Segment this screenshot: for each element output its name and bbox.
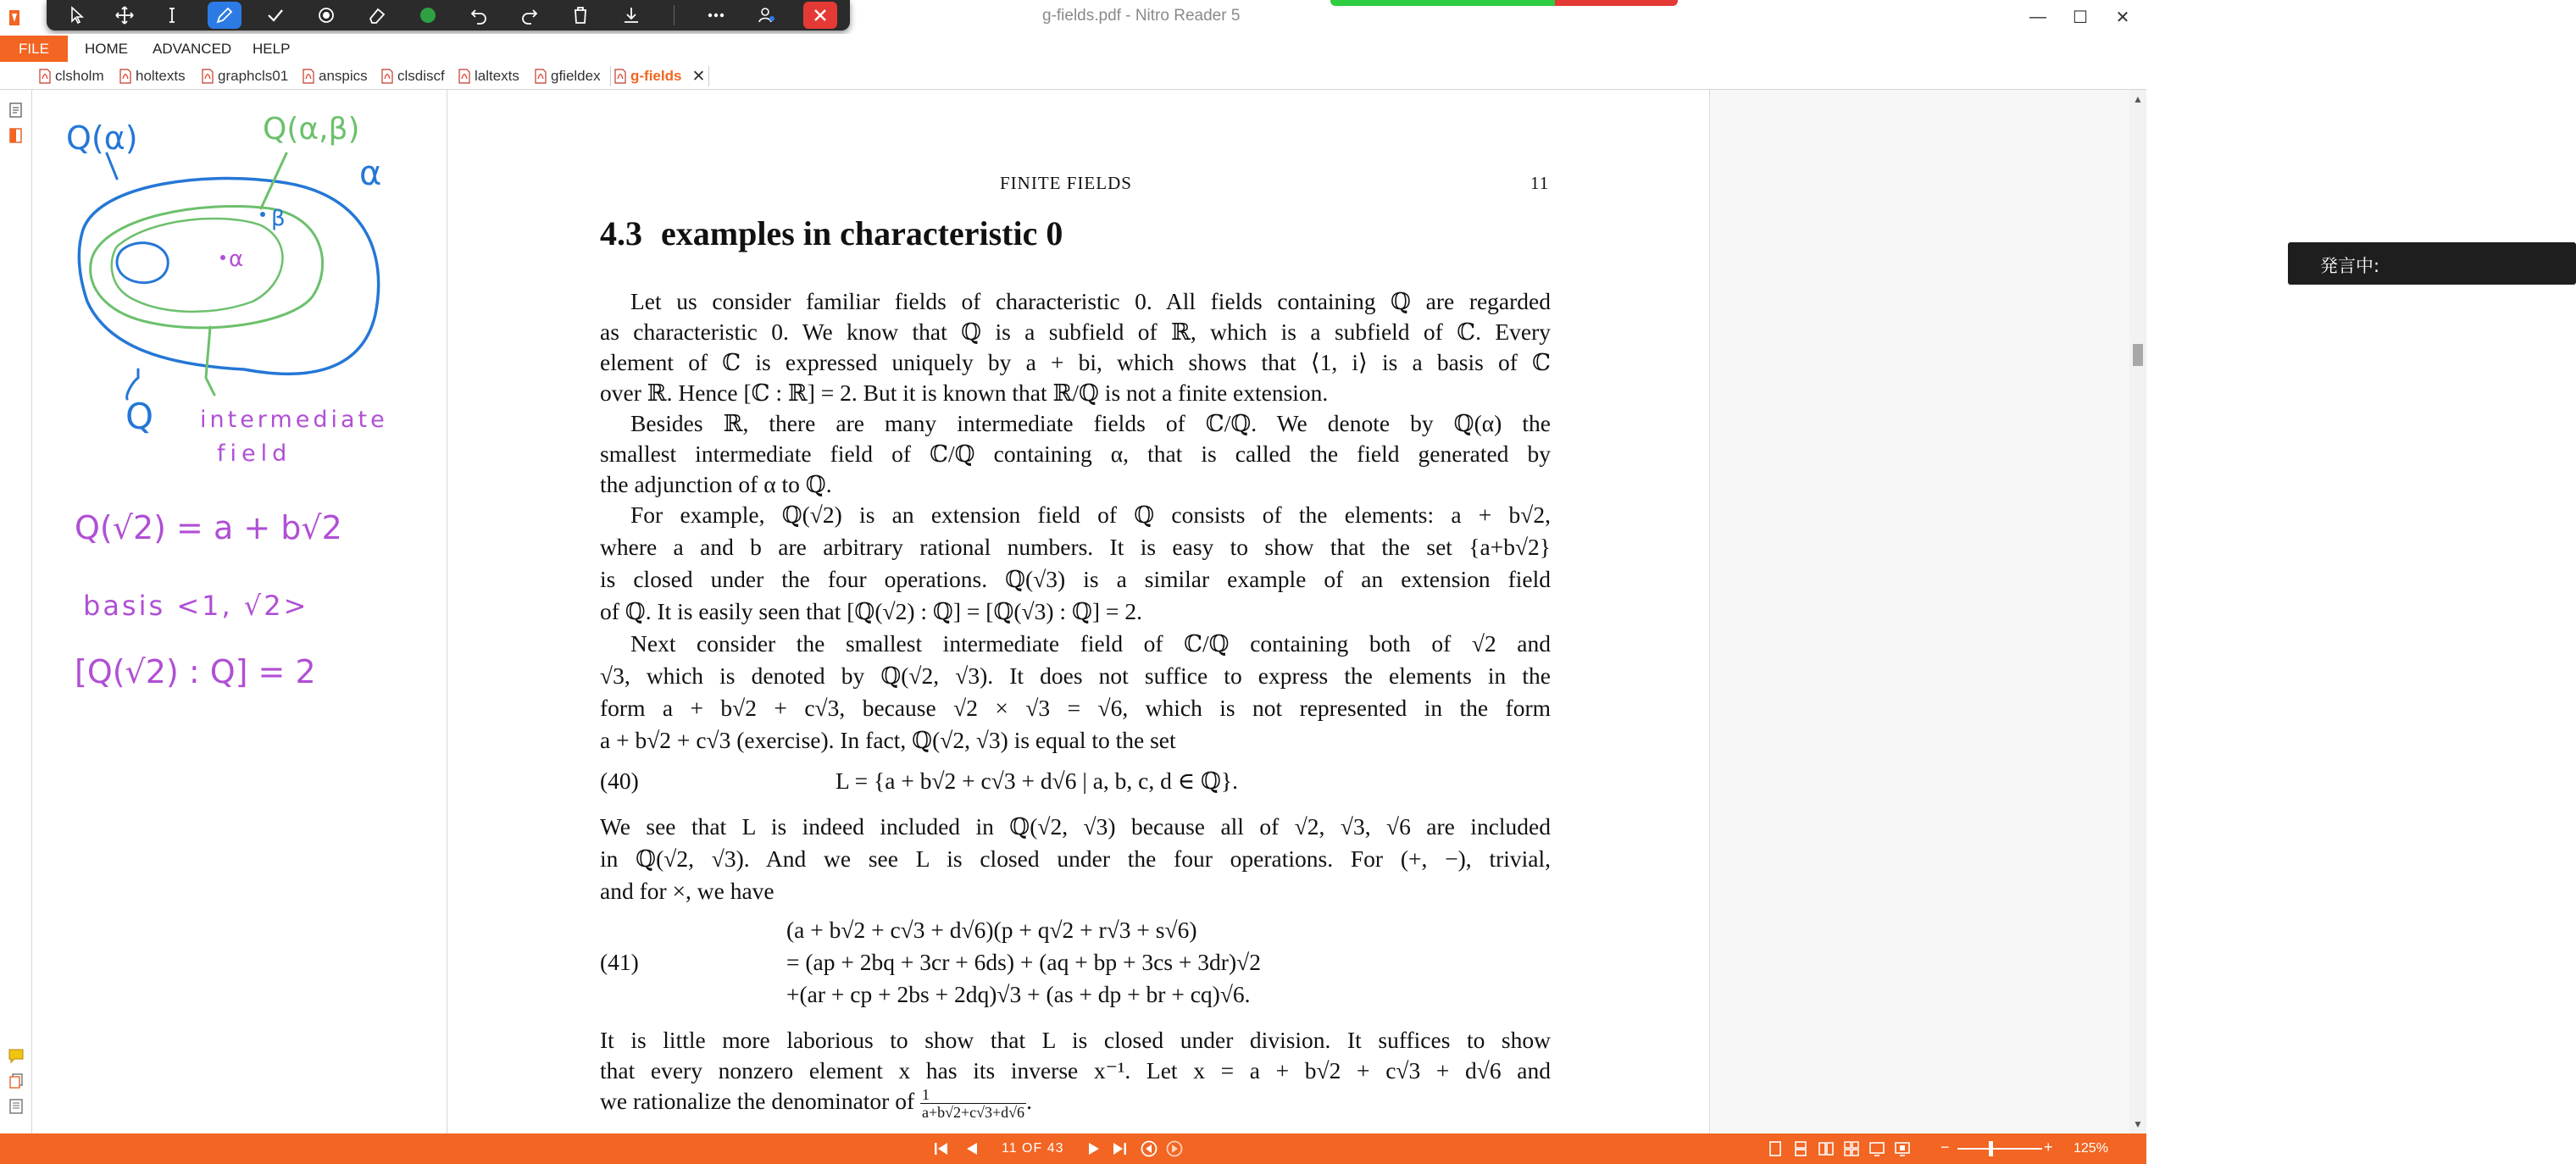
previous-view-icon[interactable] <box>1140 1139 1158 1158</box>
note-degree: [Q(√2) : Q] = 2 <box>75 653 316 690</box>
text-line: Besides ℝ, there are many intermediate fields of ℂ/ℚ. We denote by ℚ(α) the <box>630 410 1551 436</box>
redo-icon[interactable] <box>513 2 547 29</box>
next-view-icon[interactable] <box>1165 1139 1184 1158</box>
note-beta: β <box>271 206 286 231</box>
more-icon[interactable] <box>699 2 733 29</box>
text-line: over ℝ. Hence [ℂ : ℝ] = 2. But it is known that ℝ/ℚ is not a finite extension. <box>600 380 1329 406</box>
text-line: and for ×, we have <box>600 878 774 904</box>
last-page-icon[interactable] <box>1110 1139 1129 1158</box>
note-intermediate: intermediate <box>200 407 388 433</box>
tab-gfieldex[interactable] <box>535 66 601 86</box>
menu-home[interactable]: HOME <box>85 41 128 57</box>
note-field: field <box>217 441 292 467</box>
tab-close-icon[interactable]: ✕ <box>691 67 706 86</box>
tab-g-fields[interactable] <box>610 66 709 86</box>
facing-view-icon[interactable] <box>1818 1140 1835 1157</box>
move-icon[interactable] <box>108 2 142 29</box>
tab-label: clsdiscf <box>397 68 445 84</box>
pdf-file-icon <box>458 69 470 84</box>
tab-laltexts[interactable] <box>458 66 519 86</box>
scrollbar-thumb[interactable] <box>2133 344 2143 366</box>
fit-page-icon[interactable] <box>1894 1140 1911 1157</box>
comments-panel-icon[interactable] <box>8 1047 25 1064</box>
pdf-file-icon <box>303 69 314 84</box>
note-q-lower: Q <box>125 396 154 437</box>
tab-label: anspics <box>319 68 368 84</box>
file-menu-button[interactable]: FILE <box>0 36 68 62</box>
q-circle <box>117 243 168 283</box>
text-line: form a + b√2 + c√3, because √2 × √3 = √6, which is not represented in the form <box>600 695 1551 721</box>
section-heading <box>600 213 1063 253</box>
trash-icon[interactable] <box>564 2 597 29</box>
scroll-up-icon[interactable]: ▲ <box>2133 93 2143 105</box>
zoom-slider[interactable] <box>1957 1148 2042 1150</box>
color-dot-icon[interactable] <box>411 2 445 29</box>
menu-bar <box>0 34 2146 62</box>
tab-label: gfieldex <box>551 68 601 84</box>
text-line: Next consider the smallest intermediate field of ℂ/ℚ containing both of √2 and <box>630 630 1551 657</box>
download-icon[interactable] <box>614 2 648 29</box>
section-number: 4.3 <box>600 214 642 252</box>
next-page-icon[interactable] <box>1085 1139 1103 1158</box>
text-line: as characteristic 0. We know that ℚ is a subfield of ℝ, which is a subfield of ℂ. Every <box>600 319 1551 345</box>
ink-drawing <box>32 90 447 1134</box>
running-head: FINITE FIELDS <box>1000 173 1132 193</box>
bookmarks-panel-icon[interactable] <box>8 1098 25 1115</box>
document-view[interactable] <box>447 90 2380 1134</box>
single-page-view-icon[interactable] <box>1767 1140 1784 1157</box>
document-tab-bar <box>0 62 2146 90</box>
pdf-file-icon <box>614 69 626 84</box>
tab-label: holtexts <box>136 68 186 84</box>
note-alpha: α <box>229 247 244 272</box>
tab-label: laltexts <box>475 68 519 84</box>
menu-advanced[interactable]: ADVANCED <box>153 41 232 57</box>
note-basis: basis <1, √2> <box>83 590 309 622</box>
first-page-icon[interactable] <box>932 1139 951 1158</box>
text-line: where a and b are arbitrary rational numbers. It is easy to show that the set {a+b√2} <box>600 534 1551 560</box>
left-panel-rail <box>0 90 32 1134</box>
text-line: It is little more laborious to show that L is closed under division. It suffices to show <box>600 1027 1551 1053</box>
pdf-file-icon <box>535 69 547 84</box>
equation-41-line: = (ap + 2bq + 3cr + 6ds) + (aq + bp + 3cs + 3dr)√2 <box>786 949 1261 975</box>
status-strip-green <box>1330 0 1555 6</box>
tab-label: clsholm <box>55 68 104 84</box>
text-line: in ℚ(√2, √3). And we see L is closed under the four operations. For (+, −), trivial, <box>600 845 1551 872</box>
pdf-file-icon <box>39 69 51 84</box>
close-icon[interactable] <box>803 2 837 29</box>
text-span: we rationalize the denominator of <box>600 1088 915 1114</box>
check-icon[interactable] <box>258 2 292 29</box>
green-inner-outline <box>112 219 283 312</box>
tab-label: g-fields <box>630 68 682 84</box>
attachments-panel-icon[interactable] <box>8 127 25 144</box>
text-line <box>600 1086 1551 1121</box>
menu-help[interactable]: HELP <box>253 41 291 57</box>
fraction-denominator: a+b√2+c√3+d√6 <box>921 1104 1025 1122</box>
people-icon[interactable] <box>750 2 784 29</box>
window-title: g-fields.pdf - Nitro Reader 5 <box>1042 7 1241 25</box>
note-c-symbol: α <box>359 154 382 193</box>
section-title: examples in characteristic 0 <box>661 214 1063 252</box>
nitro-logo-icon <box>7 8 22 27</box>
zoom-out-button[interactable]: − <box>1940 1139 1950 1156</box>
tab-label: graphcls01 <box>218 68 289 84</box>
note-q-alpha: Q(α) <box>66 119 138 157</box>
note-q-sqrt2: Q(√2) = a + b√2 <box>75 509 342 546</box>
undo-icon[interactable] <box>462 2 496 29</box>
vertical-scrollbar[interactable] <box>2129 90 2146 1134</box>
facing-continuous-view-icon[interactable] <box>1843 1140 1860 1157</box>
fit-width-icon[interactable] <box>1868 1140 1885 1157</box>
text-line: smallest intermediate field of ℂ/ℚ containing α, that is called the field generated by <box>600 441 1551 467</box>
equation-41-line: (a + b√2 + c√3 + d√6)(p + q√2 + r√3 + s√6) <box>786 917 1197 943</box>
tab-holtexts[interactable] <box>119 66 186 86</box>
page-indicator[interactable]: 11 OF 43 <box>1002 1141 1064 1156</box>
equation-number-40: (40) <box>600 768 639 794</box>
text-line: For example, ℚ(√2) is an extension field of ℚ consists of the elements: a + b√2, <box>630 502 1551 528</box>
inline-fraction <box>920 1086 1026 1121</box>
pdf-file-icon <box>202 69 214 84</box>
eraser-icon[interactable] <box>360 2 394 29</box>
scroll-down-icon[interactable]: ▼ <box>2133 1118 2143 1130</box>
text-line: Let us consider familiar fields of characteristic 0. All fields containing ℚ are regarded <box>630 288 1551 314</box>
pdf-file-icon <box>381 69 393 84</box>
pdf-file-icon <box>119 69 131 84</box>
window-close-button[interactable]: ✕ <box>2115 8 2130 27</box>
note-q-alpha-beta: Q(α,β) <box>263 112 360 147</box>
equation-number-41: (41) <box>600 949 639 975</box>
pointer-icon[interactable] <box>60 2 94 29</box>
fraction-numerator: 1 <box>920 1086 1026 1104</box>
maximize-button[interactable]: ☐ <box>2073 8 2088 27</box>
drawing-toolbar <box>47 0 850 30</box>
equation-40: L = {a + b√2 + c√3 + d√6 | a, b, c, d ∈ ℚ}. <box>836 768 1239 794</box>
layers-panel-icon[interactable] <box>8 1073 25 1089</box>
green-region-outline <box>91 207 323 328</box>
zoom-level[interactable]: 125% <box>2074 1141 2108 1156</box>
text-line: We see that L is indeed included in ℚ(√2, √3) because all of √2, √3, √6 are included <box>600 813 1551 840</box>
tab-graphcls01[interactable] <box>202 66 288 86</box>
text-span: . <box>1026 1088 1032 1114</box>
text-line: √3, which is denoted by ℚ(√2, √3). It does not suffice to express the elements in the <box>600 662 1551 689</box>
text-line: is closed under the four operations. ℚ(√3) is a similar example of an extension field <box>600 566 1551 592</box>
tab-clsdiscf[interactable] <box>381 66 445 86</box>
status-bar <box>0 1134 2146 1164</box>
equation-41-line: +(ar + cp + 2bs + 2dq)√3 + (as + dp + br + cq)√6. <box>786 981 1251 1007</box>
previous-page-icon[interactable] <box>963 1139 981 1158</box>
tab-clsholm[interactable] <box>39 66 104 86</box>
text-line: the adjunction of α to ℚ. <box>600 471 832 497</box>
zoom-slider-thumb[interactable] <box>1989 1141 1993 1156</box>
text-line: of ℚ. It is easily seen that [ℚ(√2) : ℚ] = [ℚ(√3) : ℚ] = 2. <box>600 598 1142 624</box>
tab-anspics[interactable] <box>303 66 368 86</box>
zoom-in-button[interactable]: + <box>2044 1139 2053 1156</box>
text-cursor-icon[interactable] <box>155 2 189 29</box>
pages-panel-icon[interactable] <box>8 102 25 119</box>
text-line: that every nonzero element x has its inverse x⁻¹. Let x = a + b√2 + c√3 + d√6 and <box>600 1057 1551 1084</box>
text-line: a + b√2 + c√3 (exercise). In fact, ℚ(√2, √3) is equal to the set <box>600 727 1176 753</box>
minimize-button[interactable]: — <box>2029 7 2046 26</box>
pen-icon[interactable] <box>208 2 242 29</box>
highlighter-icon[interactable] <box>309 2 343 29</box>
handwritten-notes-pane[interactable] <box>32 90 447 1134</box>
page-number: 11 <box>1530 173 1550 193</box>
pdf-page <box>447 90 1710 1134</box>
continuous-view-icon[interactable] <box>1792 1140 1809 1157</box>
speech-tooltip: 発言中: <box>2288 242 2576 285</box>
text-line: element of ℂ is expressed uniquely by a + bi, which shows that ⟨1, i⟩ is a basis of ℂ <box>600 349 1551 375</box>
toolbar-divider <box>674 5 675 25</box>
status-strip-red <box>1555 0 1678 6</box>
